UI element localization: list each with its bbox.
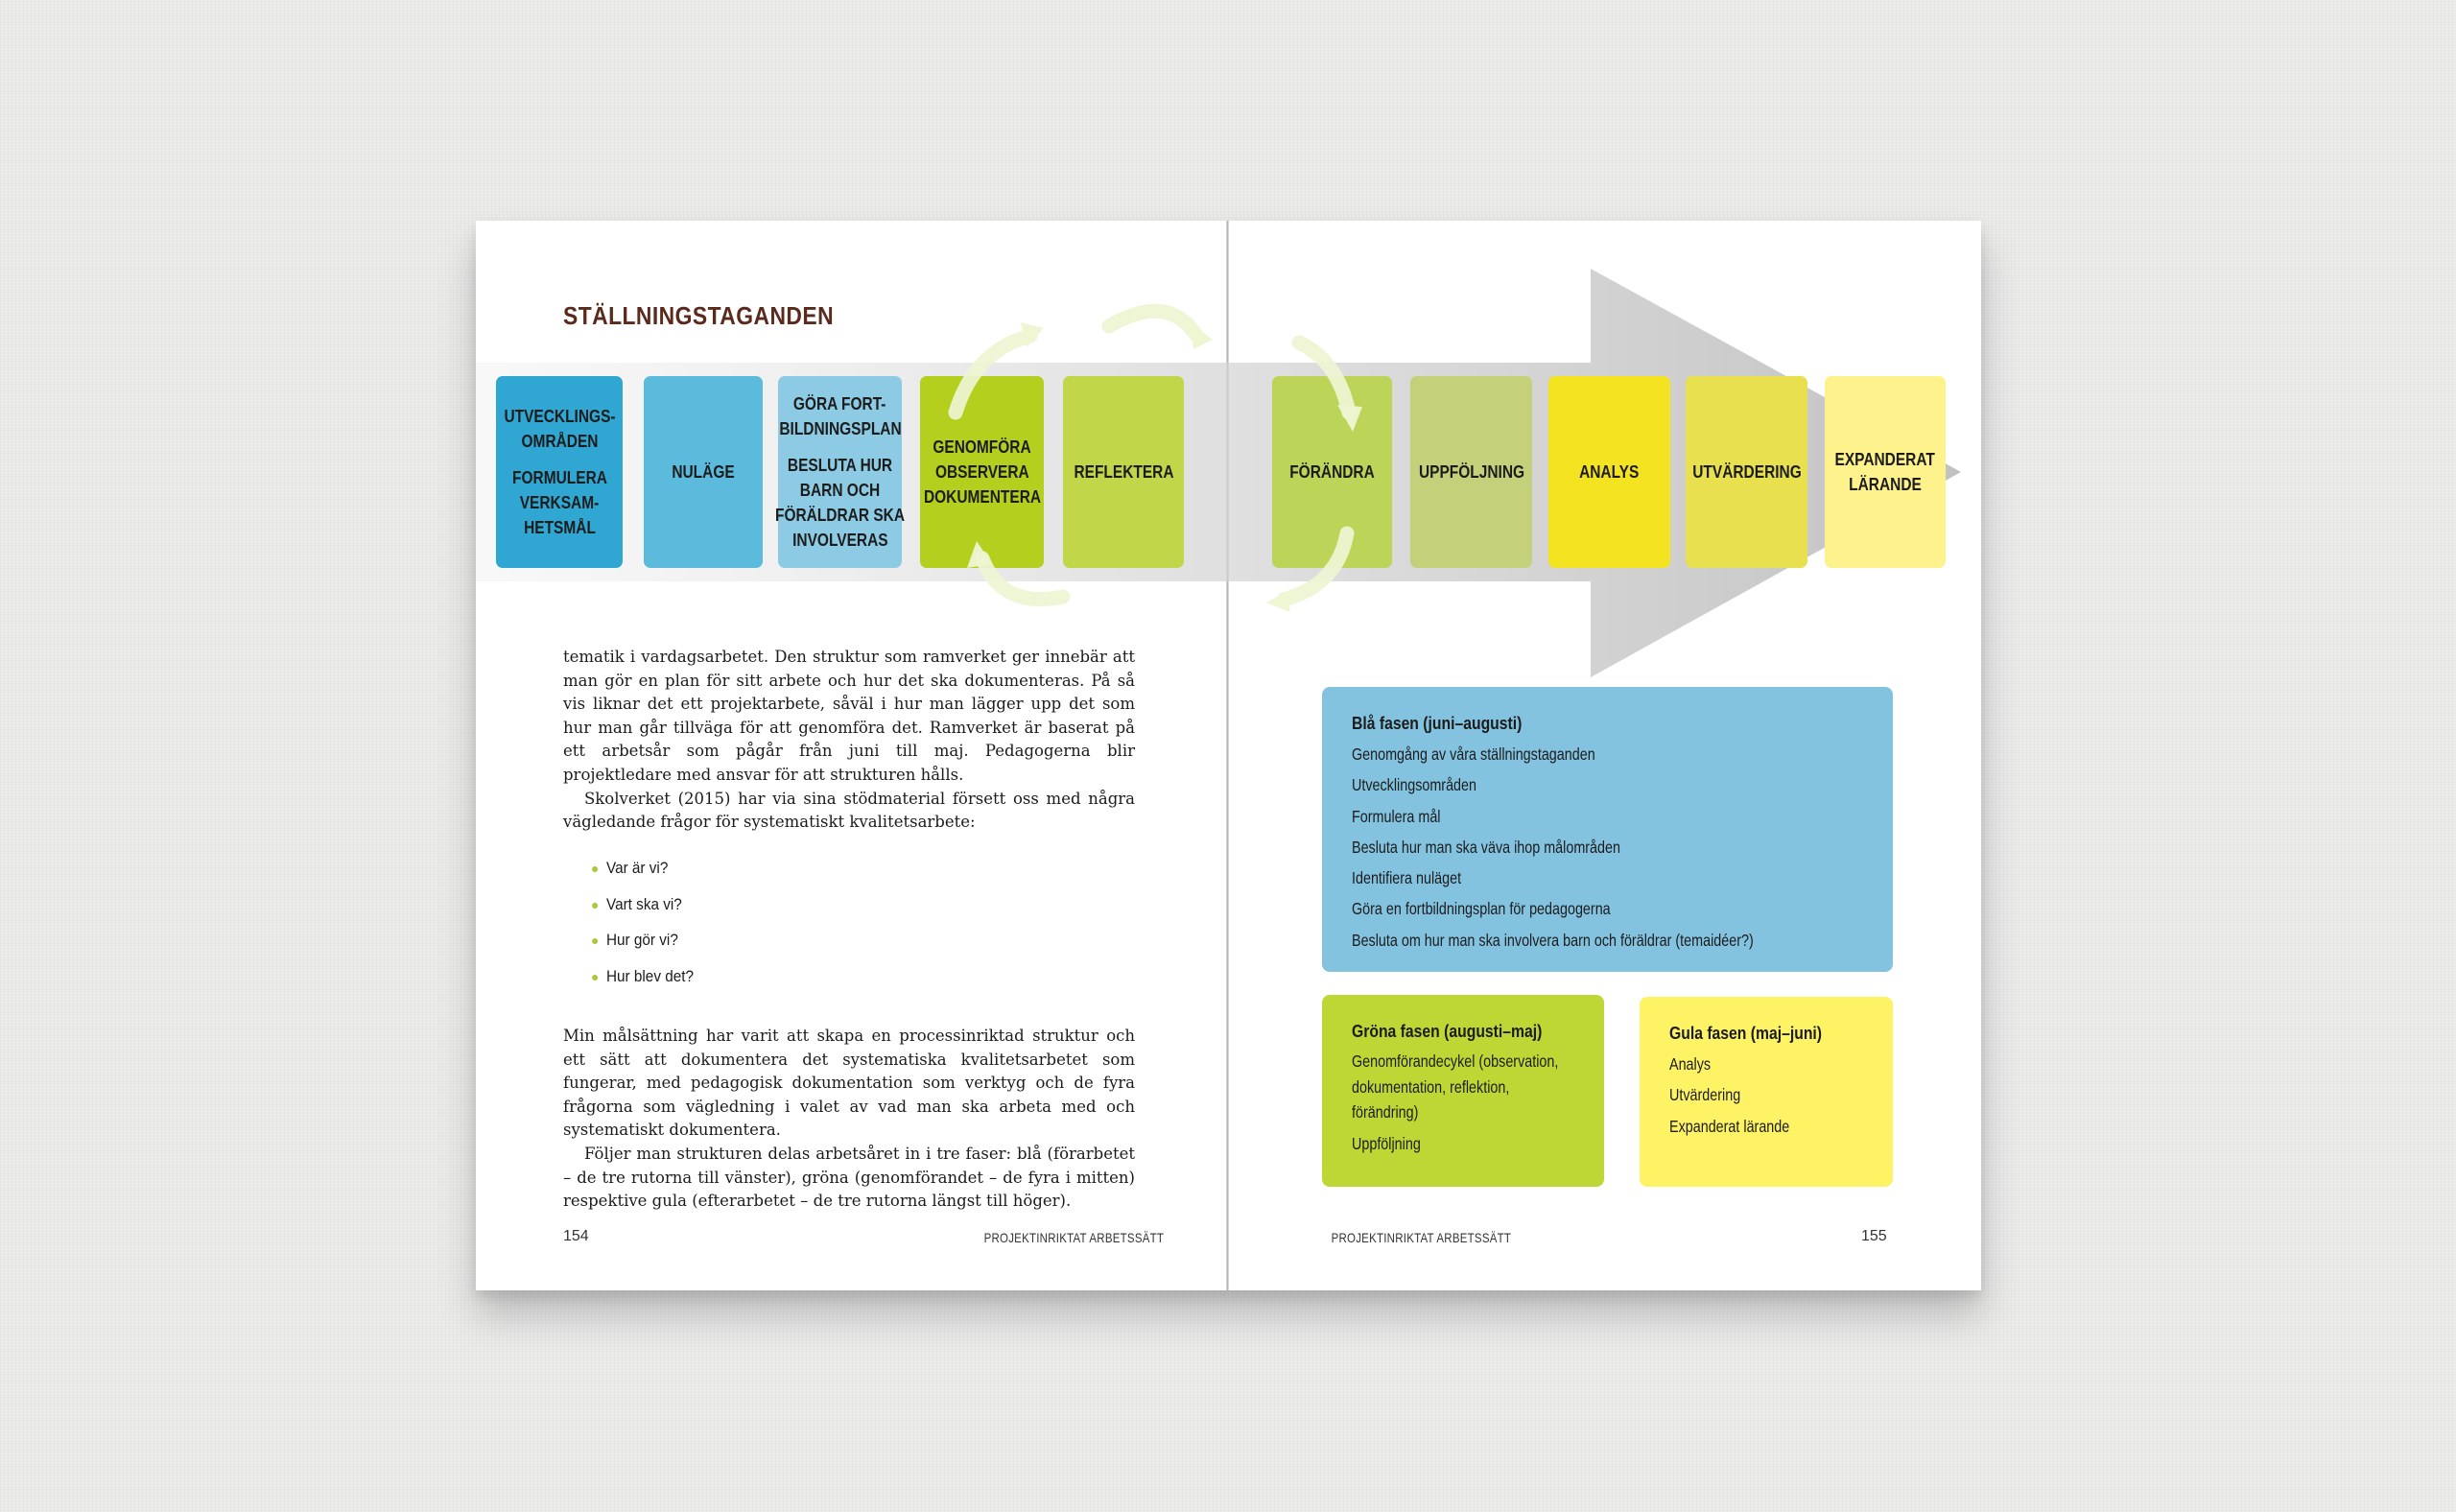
guiding-questions-list	[591, 856, 704, 1001]
step-label-line: FÖRÄNDRA	[1289, 462, 1375, 482]
page-number-left: 154	[563, 1228, 589, 1244]
process-diagram	[476, 221, 1981, 700]
step-expanderat-larande	[1825, 376, 1946, 568]
bullet-item: ● Vart ska vi?	[591, 894, 683, 913]
blue-phase-item: Identifiera nuläget	[1352, 868, 1462, 888]
page-number-right: 155	[1861, 1228, 1887, 1244]
paragraph-4: Följer man strukturen delas arbetsåret in i tre faser: blå (förarbetet – de tre rutorna till vänster), gröna (genomförandet – de fyra i mitten) respektive gula (efterarbetet – de tre rutorna längst till höger).	[563, 1144, 1135, 1211]
step-label-line: REFLEKTERA	[1073, 462, 1174, 482]
blue-phase-item: Utvecklingsområden	[1352, 775, 1477, 795]
paragraph-3: Min målsättning har varit att skapa en processinriktad struktur och ett sätt att dokumentera det systematiska kvalitetsarbetet som fungerar, med pedagogisk dokumentation som verktyg och de fyra frågorna som vägledning i valet av vad man ska arbeta med och systematiskt dokumentera.	[563, 1027, 1135, 1140]
step-label-line: EXPANDERAT	[1834, 450, 1936, 469]
step-label-line: VERKSAM-	[519, 493, 600, 512]
blue-phase-item: Göra en fortbildningsplan för pedagogerna	[1352, 899, 1611, 919]
step-utvecklingsomraden	[496, 376, 623, 568]
step-label-line: DOKUMENTERA	[923, 487, 1041, 507]
green-phase-box	[1322, 995, 1604, 1187]
yellow-phase-title: Gula fasen (maj–juni)	[1669, 1023, 1823, 1043]
blue-phase-item: Genomgång av våra ställningstaganden	[1352, 744, 1595, 764]
step-label-line: BESLUTA HUR	[787, 456, 893, 475]
blue-phase-item: Besluta om hur man ska involvera barn och föräldrar (temaidéer?)	[1352, 930, 1754, 950]
step-fortbildningsplan	[774, 376, 906, 568]
step-genomfora	[920, 376, 1044, 568]
blue-phase-item: Besluta hur man ska väva ihop målområden	[1352, 837, 1620, 857]
blue-phase-title: Blå fasen (juni–augusti)	[1352, 713, 1523, 733]
paragraph-2: Skolverket (2015) har via sina stödmaterial försett oss med några vägledande frågor för systematiskt kvalitetsarbete:	[563, 789, 1135, 832]
step-label-line: ANALYS	[1579, 462, 1640, 482]
yellow-phase-item: Expanderat lärande	[1669, 1116, 1790, 1136]
step-utvardering	[1686, 376, 1807, 568]
body-text-bottom	[563, 1025, 1135, 1214]
step-label-line: UPPFÖLJNING	[1418, 462, 1524, 482]
book-spread	[476, 221, 1981, 1290]
yellow-phase-item: Analys	[1669, 1054, 1712, 1074]
step-label-line: OMRÅDEN	[521, 432, 598, 451]
step-label-line: BILDNINGSPLAN	[778, 419, 902, 438]
step-label-line: LÄRANDE	[1849, 475, 1922, 494]
step-label-line: NULÄGE	[672, 462, 735, 482]
step-nulage	[644, 376, 763, 568]
running-head-left: PROJEKTINRIKTAT ARBETSSÄTT	[983, 1230, 1165, 1245]
yellow-phase-box	[1640, 997, 1893, 1187]
running-head-right: PROJEKTINRIKTAT ARBETSSÄTT	[1331, 1230, 1512, 1245]
step-reflektera	[1063, 376, 1184, 568]
step-label-line: HETSMÅL	[523, 518, 596, 537]
green-phase-title: Gröna fasen (augusti–maj)	[1352, 1021, 1543, 1041]
step-label-line: FÖRÄLDRAR SKA	[774, 506, 906, 525]
blue-phase-box	[1322, 687, 1893, 972]
body-text-top	[563, 646, 1135, 835]
blue-phase-item: Formulera mål	[1352, 806, 1441, 826]
step-label-line: OBSERVERA	[934, 462, 1029, 482]
bullet-item: ● Hur blev det?	[591, 967, 695, 986]
step-label-line: INVOLVERAS	[791, 531, 888, 550]
step-forandra	[1272, 376, 1392, 568]
step-label-line: FORMULERA	[511, 468, 607, 487]
green-phase-item: Uppföljning	[1352, 1133, 1421, 1153]
step-label-line: UTVÄRDERING	[1691, 462, 1802, 482]
step-analys	[1548, 376, 1670, 568]
section-title: STÄLLNINGSTAGANDEN	[563, 301, 835, 330]
green-phase-cycle-item: Genomförandecykel (observation, dokumentation, reflektion, förändring)	[1352, 1051, 1559, 1122]
step-label-line: UTVECKLINGS-	[503, 407, 616, 426]
step-uppfoljning	[1410, 376, 1532, 568]
step-label-line: GENOMFÖRA	[933, 437, 1031, 457]
bullet-item: ● Var är vi?	[591, 859, 669, 877]
yellow-phase-item: Utvärdering	[1669, 1085, 1741, 1105]
step-label-line: BARN OCH	[799, 481, 881, 500]
paragraph-1: tematik i vardagsarbetet. Den struktur som ramverket ger innebär att man gör en plan för sitt arbete och hur det ska dokumenteras. På så vis liknar det ett projektarbete, såväl i hur man lägger upp det som hur man går tillväga för att genomföra det. Ramverket är baserat på ett arbetsår som pågår från juni till maj. Pedagogerna blir projektledare med ansvar för att strukturen hålls.	[563, 648, 1135, 784]
bullet-item: ● Hur gör vi?	[591, 931, 679, 950]
step-label-line: GÖRA FORT-	[793, 394, 886, 413]
